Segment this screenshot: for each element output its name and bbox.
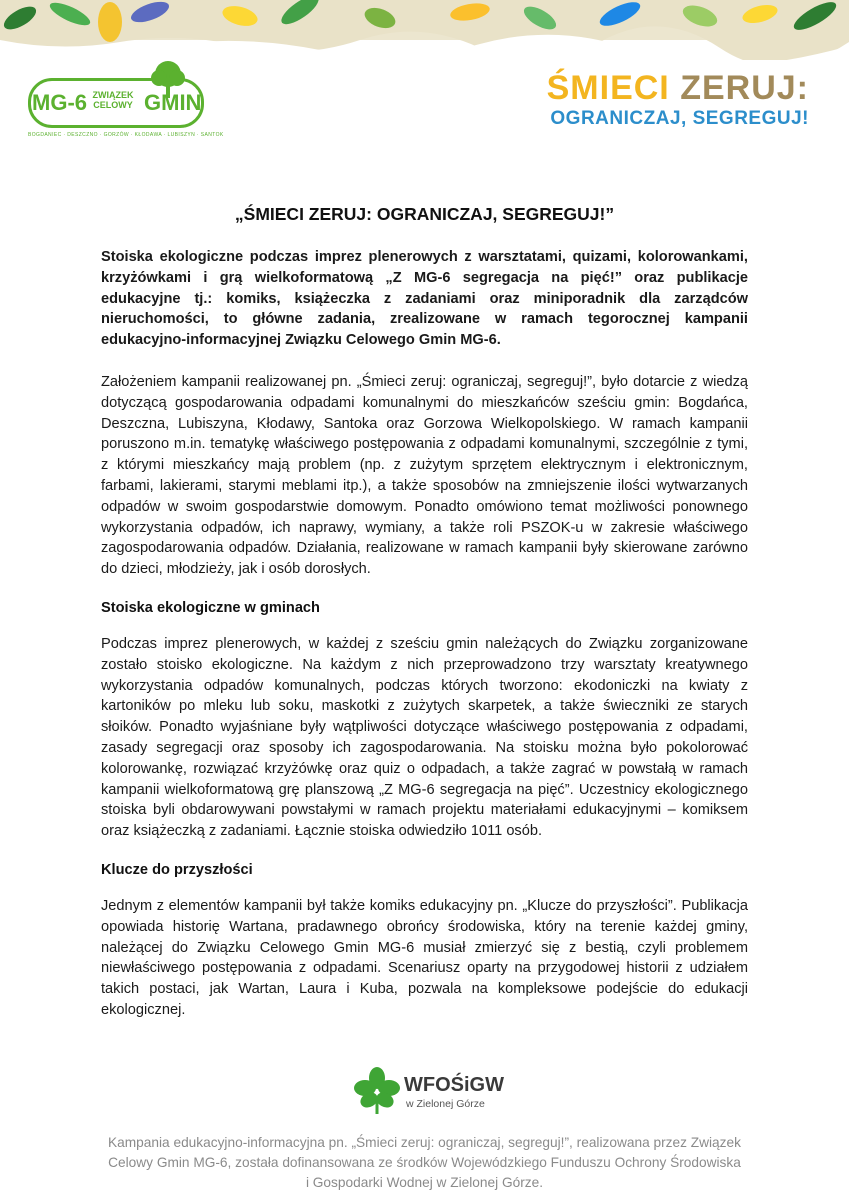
footer-line-1: Kampania edukacyjno-informacyjna pn. „Śmieci zeruj: ograniczaj, segreguj!”, realizowana przez Związek <box>108 1135 741 1150</box>
section-heading-stoiska: Stoiska ekologiczne w gminach <box>101 599 320 616</box>
sponsor-name: WFOŚiGW <box>404 1074 504 1096</box>
article-paragraph-3: Jednym z elementów kampanii był także komiks edukacyjny pn. „Klucze do przyszłości”. Publikacja opowiada historię Wartana, pradawnego obrońcy środowiska, który na terenie każdej gminy, należącej do Związku Celowego Gmin MG-6 musiał zmierzyć się z bestią, czyli problemem niewłaściwego postępowania z odpadami. Scenariusz oparty na przygodowej historii z udziałem takich postaci, jak Wartan, Laura i Kuba, pozwala na kompleksowe podejście do edukacji ekologicznej. <box>101 897 748 1018</box>
article-title: „ŚMIECI ZERUJ: OGRANICZAJ, SEGREGUJ!” <box>234 204 615 224</box>
mg6-logo-middle-line1: ZWIĄZEK <box>92 90 134 100</box>
section-heading-klucze: Klucze do przyszłości <box>101 861 253 878</box>
mg6-logo-right: GMIN <box>144 90 202 115</box>
clover-leaf-icon <box>352 1066 402 1116</box>
footer-line-3: i Gospodarki Wodnej w Zielonej Górze. <box>305 1175 544 1190</box>
page-header <box>0 0 849 178</box>
footer-note <box>70 1133 779 1193</box>
mg6-logo-left: MG-6 <box>32 90 87 115</box>
article-lead: Stoiska ekologiczne podczas imprez plenerowych z warsztatami, quizami, kolorowankami, krzyżówkami i grą wielkoformatową „Z MG-6 segregacja na pięć!” oraz publikacje edukacyjne tj.: komiks, książeczka z zadaniami oraz miniporadnik dla zarządców nieruchomości, to główne zadania, zrealizowane w ramach tegorocznej kampanii edukacyjno-informacyjnej Związku Celowego Gmin MG-6. <box>101 249 748 349</box>
campaign-logo-word1: ŚMIECI <box>546 69 670 107</box>
campaign-logo-top <box>547 70 809 106</box>
campaign-logo <box>547 70 809 130</box>
mg6-logo-towns: BOGDANIEC · DESZCZNO · GORZÓW · KŁODAWA · LUBISZYN · SANTOK <box>28 132 224 138</box>
sponsor-subtitle: w Zielonej Górze <box>406 1098 485 1110</box>
article-paragraph-2: Podczas imprez plenerowych, w każdej z sześciu gmin należących do Związku zorganizowane zostało stoisko ekologiczne. Na każdym z nich przeprowadzono trzy warsztaty kreatywnego wykorzystania odpadów komunalnych, podczas których tworzono: ekodoniczki na kwiaty z kartoników po mleku lub soku, maskotki z zużytych skarpetek, a także świeczniki ze starych słoików. Ponadto wyjaśniane były wątpliwości dotyczące właściwego postępowania z odpadami, zasady segregacji oraz sposoby ich zagospodarowania. Na stoisku można było pokolorować kolorowankę, rozwiązać krzyżówkę oraz quiz o odpadach, a także zagrać w powstałą w ramach kampanii wielkoformatową grę planszową „Z MG-6 segregacja na pięć”. Uczestnicy ekologicznego stoiska byli obdarowywani powstałymi w ramach projektu materiałami edukacyjnymi – komiksem oraz książeczką z zadaniami. Łącznie stoiska odwiedziło 1011 osób. <box>101 635 748 840</box>
article-paragraph-1: Założeniem kampanii realizowanej pn. „Śmieci zeruj: ograniczaj, segreguj!”, było dotarcie z wiedzą dotyczącą gospodarowania odpadami komunalnymi do mieszkańców sześciu gmin: Bogdańca, Deszczna, Lubiszyna, Kłodawy, Santoka oraz Gorzowa Wielkopolskiego. W ramach kampanii poruszono m.in. tematykę właściwego postępowania z odpadami komunalnymi, szczególnie z tymi, z którymi mieszkańcy mają problem (np. z zużytym sprzętem elektrycznym i elektronicznym, farbami, lakierami, starymi meblami itp.), a także sposobów na zmniejszenie ilości wytwarzanych odpadów w swoim gospodarstwie domowym. Ponadto omówiono temat możliwości ponownego wykorzystania odpadów, ich naprawy, wymiany, a także roli PSZOK-u w zakresie właściwego zagospodarowania odpadów. Działania, realizowane w ramach kampanii były skierowane zarówno do dzieci, młodzieży, jak i osób dorosłych. <box>101 373 748 578</box>
sponsor-logo <box>352 1066 512 1118</box>
campaign-logo-word2: ZERUJ: <box>680 69 809 107</box>
campaign-logo-subtitle: OGRANICZAJ, SEGREGUJ! <box>550 108 809 129</box>
mg6-logo-middle-line2: CELOWY <box>93 100 133 110</box>
decorative-leaves-banner <box>0 0 849 60</box>
mg6-logo <box>22 60 224 142</box>
mg6-logo-middle <box>88 90 138 110</box>
footer-line-2: Celowy Gmin MG-6, została dofinansowana ze środków Wojewódzkiego Funduszu Ochrony Środowiska <box>108 1155 741 1170</box>
article <box>101 204 748 1041</box>
